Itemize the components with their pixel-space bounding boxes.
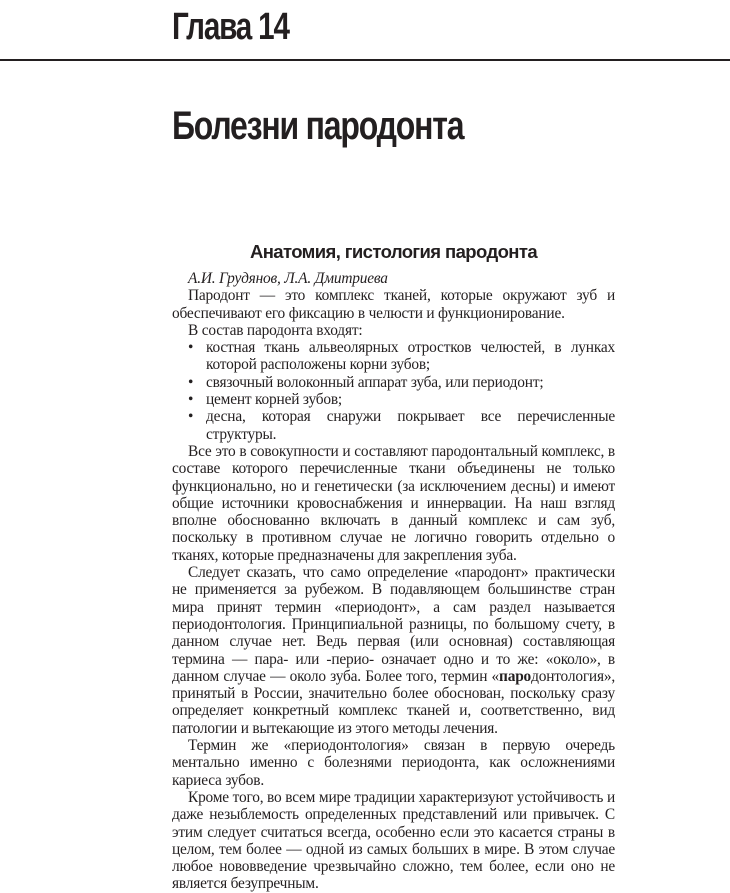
- list-intro: В состав пародонта входят:: [188, 321, 363, 339]
- list-item: [172, 339, 615, 374]
- terminology-text-after: донтология», принятый в России, значительно более обоснован, поскольку сразу определяет конкретный комплекс тканей и, соответственно, вид патологии и вытекающие из этого методы лечения.: [172, 667, 615, 737]
- paragraph-terminology: [172, 564, 615, 737]
- bullet-marker: •: [188, 408, 194, 426]
- page-title: Болезни пародонта: [172, 104, 464, 148]
- list-item-text: связочный волоконный аппарат зуба, или периодонт;: [206, 373, 544, 391]
- paragraph-periodontology: Термин же «периодонтология» связан в первую очередь ментально именно с болезнями периодонта, как осложнениями кариеса зубов.: [172, 737, 615, 789]
- body-text: [172, 270, 615, 893]
- bullet-marker: •: [188, 391, 194, 409]
- chapter-heading: Глава 14: [172, 6, 289, 48]
- list-item-text: костная ткань альвеолярных отростков челюстей, в лунках которой расположены корни зубов;: [206, 339, 615, 374]
- paragraph-traditions: Кроме того, во всем мире традиции характеризуют устойчивость и даже незыблемость определенных представлений или привычек. С этим следует считаться всегда, особенно если это касается страны в целом, тем более — одной из самых больших в мире. В этом случае любое нововведение чрезвычайно сложно, тем более, если оно не является безупречным.: [172, 788, 615, 893]
- bold-term-prefix: паро: [499, 667, 532, 685]
- list-item: [172, 408, 615, 443]
- intro-paragraph: Пародонт — это комплекс тканей, которые окружают зуб и обеспечивают его фиксацию в челюсти и функционирование.: [172, 287, 615, 322]
- header-divider: [0, 59, 730, 61]
- paragraph-complex: Все это в совокупности и составляют пародонтальный комплекс, в составе которого перечисленные ткани объединены не только функционально, но и генетически (за исключением десны) и имеют общие источники кровоснабжения и иннервации. На наш взгляд вполне обоснованно включать в данный комплекс и сам зуб, поскольку в противном случае не логично говорить отдельно о тканях, которые предназначены для закрепления зуба.: [172, 442, 615, 564]
- list-item-text: десна, которая снаружи покрывает все перечисленные структуры.: [206, 408, 615, 443]
- component-list: [172, 339, 615, 443]
- authors-line: А.И. Грудянов, Л.А. Дмитриева: [188, 270, 388, 287]
- list-item: [172, 374, 615, 391]
- bullet-marker: •: [188, 373, 194, 391]
- bullet-marker: •: [188, 339, 194, 357]
- terminology-text-before: Следует сказать, что само определение «пародонт» практически не применяется за рубежом. В подавляющем большинстве стран мира принят термин «периодонт», а сам раздел называется периодонтология. Принципиальной разницы, по большому счету, в данном случае нет. Ведь первая (или основная) составляющая термина — пара- или -перио- означает одно и то же: «около», в данном случае — около зуба. Более того, термин «: [172, 564, 615, 685]
- list-item: [172, 391, 615, 408]
- list-item-text: цемент корней зубов;: [206, 391, 343, 409]
- section-title: Анатомия, гистология пародонта: [249, 241, 538, 262]
